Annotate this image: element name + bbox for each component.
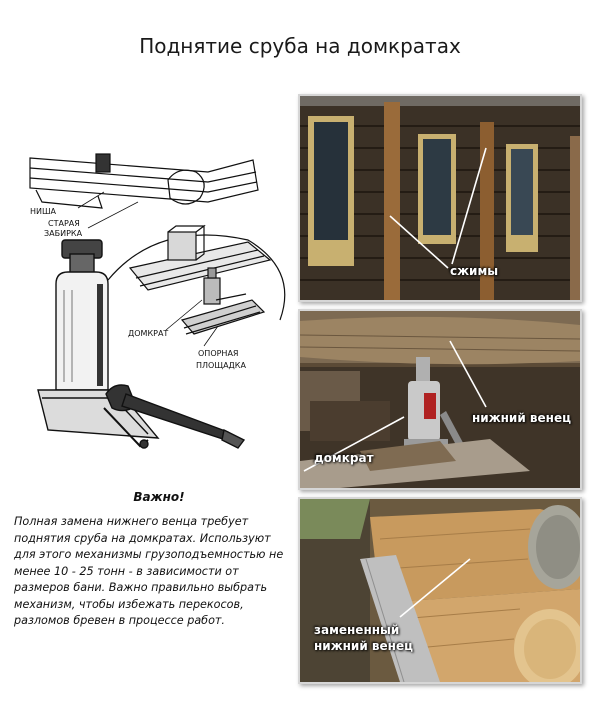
photo-jack-under-log — [298, 309, 582, 490]
note-line: механизм, чтобы избежать перекосов, — [14, 597, 244, 611]
note-line: разломов бревен в процессе работ. — [14, 614, 225, 627]
sketch-label-support-1: ОПОРНАЯ — [198, 349, 239, 358]
note-line: поднятия сруба на домкратах. Используют — [14, 531, 271, 545]
note-line: менее 10 - 25 тонн - в зависимости от — [14, 564, 239, 578]
callout-replaced-2: нижний венец — [314, 639, 413, 653]
magnified-detail — [108, 226, 285, 334]
callout-clamps: сжимы — [450, 264, 499, 278]
page-title: Поднятие сруба на домкратах — [139, 34, 461, 58]
callout-jack: домкрат — [314, 451, 374, 465]
sketch-label-niche: НИША — [30, 207, 57, 216]
note-line: Полная замена нижнего венца требует — [14, 515, 249, 528]
note-title: Важно! — [133, 490, 185, 504]
sketch-label-jack: ДОМКРАТ — [128, 329, 169, 338]
note-line: размеров бани. Важно правильно выбрать — [14, 581, 268, 594]
jack-sketch-illustration — [18, 150, 298, 460]
important-note — [14, 490, 304, 630]
sketch-label-old-backfill-1: СТАРАЯ — [48, 219, 80, 228]
note-line: для этого механизмы грузоподъемностью не — [14, 548, 284, 561]
callout-bottom-log: нижний венец — [472, 411, 571, 425]
log-wall-sketch — [30, 154, 258, 208]
photo-log-wall-clamps — [298, 94, 582, 302]
sketch-label-support-2: ПЛОЩАДКА — [196, 361, 246, 370]
sketch-label-old-backfill-2: ЗАБИРКА — [44, 229, 83, 238]
callout-replaced-1: замененный — [314, 623, 400, 637]
photo-replaced-log — [298, 497, 582, 684]
note-body — [14, 514, 304, 630]
